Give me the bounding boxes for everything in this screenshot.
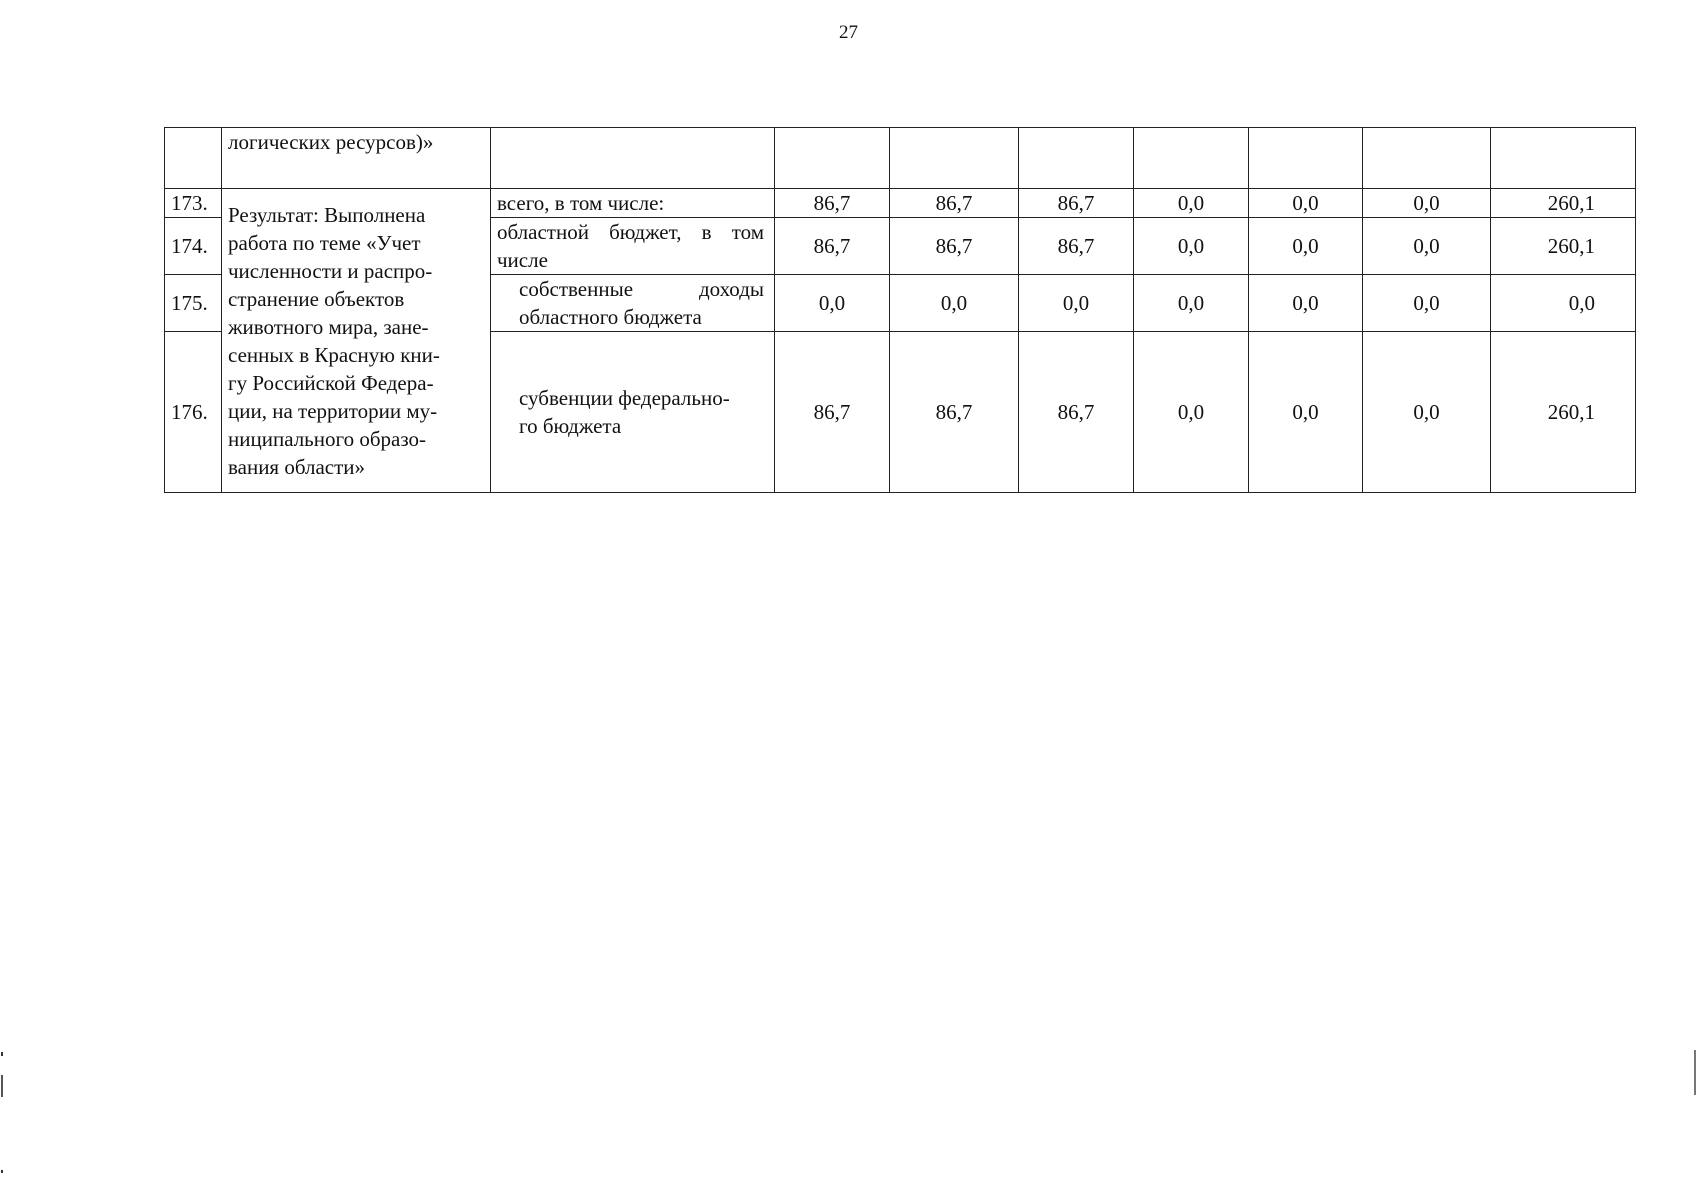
funding-source-line: собственные доходы bbox=[519, 277, 764, 301]
scan-edge-mark bbox=[1, 1052, 3, 1056]
value-cell: 0,0 bbox=[1363, 332, 1491, 493]
scan-edge-mark bbox=[1, 1170, 3, 1173]
continuation-row bbox=[165, 128, 1636, 189]
result-name-line: странение объектов bbox=[228, 286, 405, 311]
source-cell bbox=[491, 128, 775, 189]
row-number: 175. bbox=[165, 275, 222, 332]
funding-source-cell bbox=[491, 275, 775, 332]
value-cell bbox=[890, 128, 1019, 189]
row-number-cell bbox=[165, 128, 222, 189]
result-name-line: ции, на территории му- bbox=[228, 398, 438, 423]
funding-source-line: числе bbox=[497, 248, 548, 272]
result-name-line: животного мира, зане- bbox=[228, 314, 429, 339]
value-cell: 0,0 bbox=[1249, 218, 1363, 275]
value-cell: 86,7 bbox=[775, 218, 890, 275]
result-name-line: численности и распро- bbox=[228, 258, 433, 283]
value-cell: 86,7 bbox=[1019, 218, 1134, 275]
funding-source-cell bbox=[491, 332, 775, 493]
result-name-line: ниципального образо- bbox=[228, 426, 427, 451]
value-cell: 86,7 bbox=[775, 189, 890, 218]
value-cell: 86,7 bbox=[890, 189, 1019, 218]
value-cell: 0,0 bbox=[1134, 218, 1249, 275]
value-cell: 0,0 bbox=[775, 275, 890, 332]
funding-source-line: областного бюджета bbox=[519, 305, 702, 329]
continuation-name-cell bbox=[222, 128, 491, 189]
value-cell: 0,0 bbox=[1249, 275, 1363, 332]
row-number: 176. bbox=[165, 332, 222, 493]
total-value-cell: 260,1 bbox=[1491, 189, 1636, 218]
total-value-cell: 260,1 bbox=[1491, 218, 1636, 275]
result-name-line: гу Российской Федера- bbox=[228, 370, 434, 395]
result-name-line: Результат: Выполнена bbox=[228, 202, 426, 227]
result-name-line: сенных в Красную кни- bbox=[228, 342, 440, 367]
budget-table bbox=[164, 127, 1636, 493]
result-name-cell bbox=[222, 189, 491, 493]
value-cell: 0,0 bbox=[1249, 189, 1363, 218]
funding-source-cell bbox=[491, 218, 775, 275]
total-value-cell: 0,0 bbox=[1491, 275, 1636, 332]
table-row bbox=[165, 189, 1636, 218]
value-cell: 0,0 bbox=[1363, 218, 1491, 275]
value-cell: 0,0 bbox=[1019, 275, 1134, 332]
value-cell bbox=[1134, 128, 1249, 189]
value-cell: 86,7 bbox=[1019, 189, 1134, 218]
value-cell: 0,0 bbox=[1134, 275, 1249, 332]
funding-source-line: областной бюджет, в том bbox=[497, 220, 764, 244]
value-cell bbox=[1363, 128, 1491, 189]
value-cell bbox=[1491, 128, 1636, 189]
value-cell: 86,7 bbox=[890, 332, 1019, 493]
scan-edge-mark bbox=[1, 1075, 3, 1097]
total-value-cell: 260,1 bbox=[1491, 332, 1636, 493]
value-cell: 0,0 bbox=[1134, 189, 1249, 218]
row-number: 173. bbox=[165, 189, 222, 218]
value-cell: 86,7 bbox=[890, 218, 1019, 275]
value-cell bbox=[775, 128, 890, 189]
funding-source-line: го бюджета bbox=[519, 414, 622, 438]
value-cell: 0,0 bbox=[1134, 332, 1249, 493]
result-name-line: вания области» bbox=[228, 454, 366, 479]
funding-source-line: субвенции федерально- bbox=[519, 386, 730, 410]
value-cell: 0,0 bbox=[1363, 275, 1491, 332]
value-cell: 0,0 bbox=[1363, 189, 1491, 218]
funding-source: всего, в том числе: bbox=[491, 189, 775, 218]
value-cell bbox=[1249, 128, 1363, 189]
value-cell bbox=[1019, 128, 1134, 189]
value-cell: 86,7 bbox=[775, 332, 890, 493]
scan-edge-mark bbox=[1694, 1050, 1696, 1095]
value-cell: 0,0 bbox=[890, 275, 1019, 332]
value-cell: 86,7 bbox=[1019, 332, 1134, 493]
continuation-name: логических ресурсов)» bbox=[228, 130, 434, 154]
value-cell: 0,0 bbox=[1249, 332, 1363, 493]
result-name-line: работа по теме «Учет bbox=[228, 230, 421, 255]
row-number: 174. bbox=[165, 218, 222, 275]
page-number: 27 bbox=[839, 22, 858, 43]
